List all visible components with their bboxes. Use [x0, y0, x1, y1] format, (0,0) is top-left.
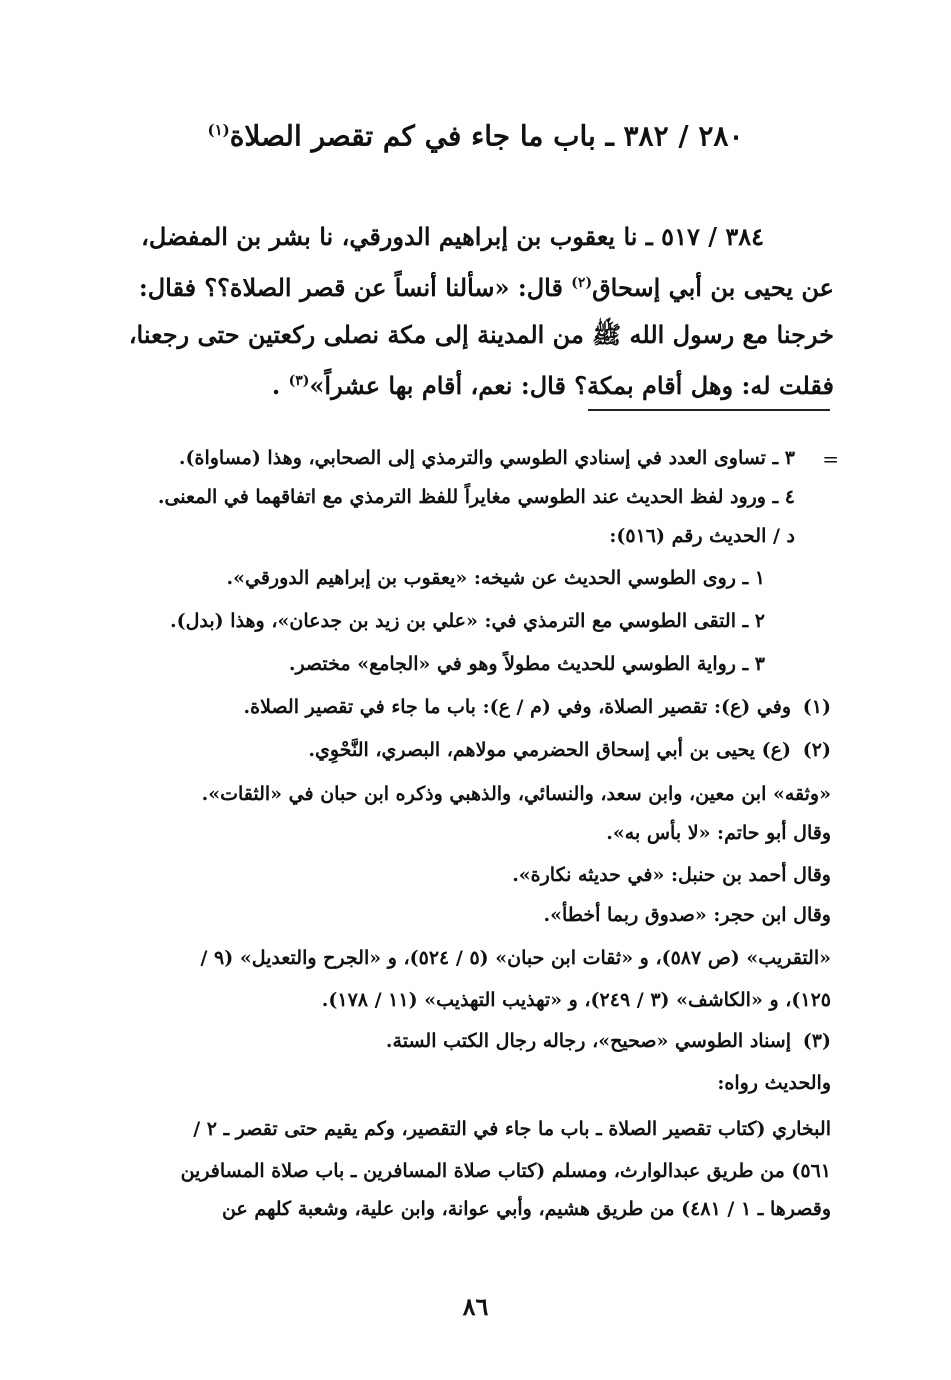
hadith-text	[124, 213, 834, 409]
footnote-separator	[588, 409, 830, 411]
footnote-line: ٣ ـ تساوى العدد في إسنادي الطوسي والترمذي إلى الصحابي، وهذا (مساواة).	[178, 447, 795, 469]
chapter-title-text: ٢٨٠ / ٣٨٢ ـ باب ما جاء في كم تقصر الصلاة	[229, 119, 744, 153]
footnote-1-text: وفي (ع): تقصير الصلاة، وفي (م / ع): باب ما جاء في تقصير الصلاة.	[243, 696, 791, 718]
hadith-line-2b: قال: «سألنا أنساً عن قصر الصلاة؟؟ فقال:	[138, 273, 572, 302]
footnote-line: ١ ـ روى الطوسي الحديث عن شيخه: «يعقوب بن إبراهيم الدورقي».	[226, 567, 765, 589]
footnote-2-line: ١٢٥)، و «الكاشف» (٣ / ٢٤٩)، و «تهذيب التهذيب» (١١ / ١٧٨).	[321, 989, 831, 1011]
title-footnote-ref: (١)	[207, 121, 230, 139]
footnote-2-line: «التقريب» (ص ٥٨٧)، و «ثقات ابن حبان» (٥ / ٥٢٤)، و «الجرح والتعديل» (٩ /	[200, 947, 831, 969]
page-number: ٨٦	[462, 1292, 489, 1321]
footnote-line: ٤ ـ ورود لفظ الحديث عند الطوسي مغايراً للفظ الترمذي مع اتفاقهما في المعنى.	[157, 486, 795, 508]
chapter-title	[0, 108, 951, 158]
footnote-2-text: (ع) يحيى بن أبي إسحاق الحضرمي مولاهم، البصري، النَّحْوِي.	[308, 739, 791, 761]
footnote-ref-3: (٣)	[288, 373, 310, 389]
footnote-line: د / الحديث رقم (٥١٦):	[609, 525, 795, 547]
footnote-2-line: وقال أبو حاتم: «لا بأس به».	[606, 822, 831, 844]
footnote-3-line: ٥٦١) من طريق عبدالوارث، ومسلم (كتاب صلاة المسافرين ـ باب صلاة المسافرين	[180, 1160, 831, 1182]
footnote-3-line: والحديث رواه:	[717, 1072, 831, 1094]
footnote-2-line: «وثقه» ابن معين، وابن سعد، والنسائي، والذهبي وذكره ابن حبان في «الثقات».	[201, 783, 831, 805]
hadith-line-1: ٣٨٤ / ٥١٧ ـ نا يعقوب بن إبراهيم الدورقي، نا بشر بن المفضل،	[141, 222, 764, 251]
hadith-line-4b: .	[271, 371, 289, 400]
footnote-3-text: إسناد الطوسي «صحيح»، رجاله رجال الكتب الستة.	[385, 1030, 791, 1052]
footnote-2-number: (٢)	[802, 739, 831, 761]
footnote-2-line: وقال ابن حجر: «صدوق ربما أخطأ».	[543, 904, 831, 926]
footnote-3-number: (٣)	[802, 1030, 831, 1052]
footnote-1-number: (١)	[802, 696, 831, 718]
footnote-line: ٣ ـ رواية الطوسي للحديث مطولاً وهو في «الجامع» مختصر.	[288, 653, 765, 675]
hadith-line-4	[124, 358, 834, 409]
hadith-line-2	[124, 260, 834, 311]
footnote-line: ٢ ـ التقى الطوسي مع الترمذي في: «علي بن زيد بن جدعان»، وهذا (بدل).	[170, 610, 765, 632]
hadith-line-3: خرجنا مع رسول الله ﷺ من المدينة إلى مكة نصلى ركعتين حتى رجعنا،	[128, 320, 834, 349]
continuation-mark: =	[822, 447, 839, 471]
footnote-ref-2: (٢)	[571, 275, 593, 291]
footnote-3-line: البخاري (كتاب تقصير الصلاة ـ باب ما جاء في التقصير، وكم يقيم حتى تقصر ـ ٢ /	[193, 1118, 831, 1140]
hadith-line-2a: عن يحيى بن أبي إسحاق	[592, 273, 834, 302]
hadith-line-4a: فقلت له: وهل أقام بمكة؟ قال: نعم، أقام بها عشراً»	[309, 371, 834, 400]
footnote-3-line: وقصرها ـ ١ / ٤٨١) من طريق هشيم، وأبي عوانة، وابن علية، وشعبة كلهم عن	[221, 1198, 831, 1220]
footnote-2-line: وقال أحمد بن حنبل: «في حديثه نكارة».	[512, 864, 831, 886]
